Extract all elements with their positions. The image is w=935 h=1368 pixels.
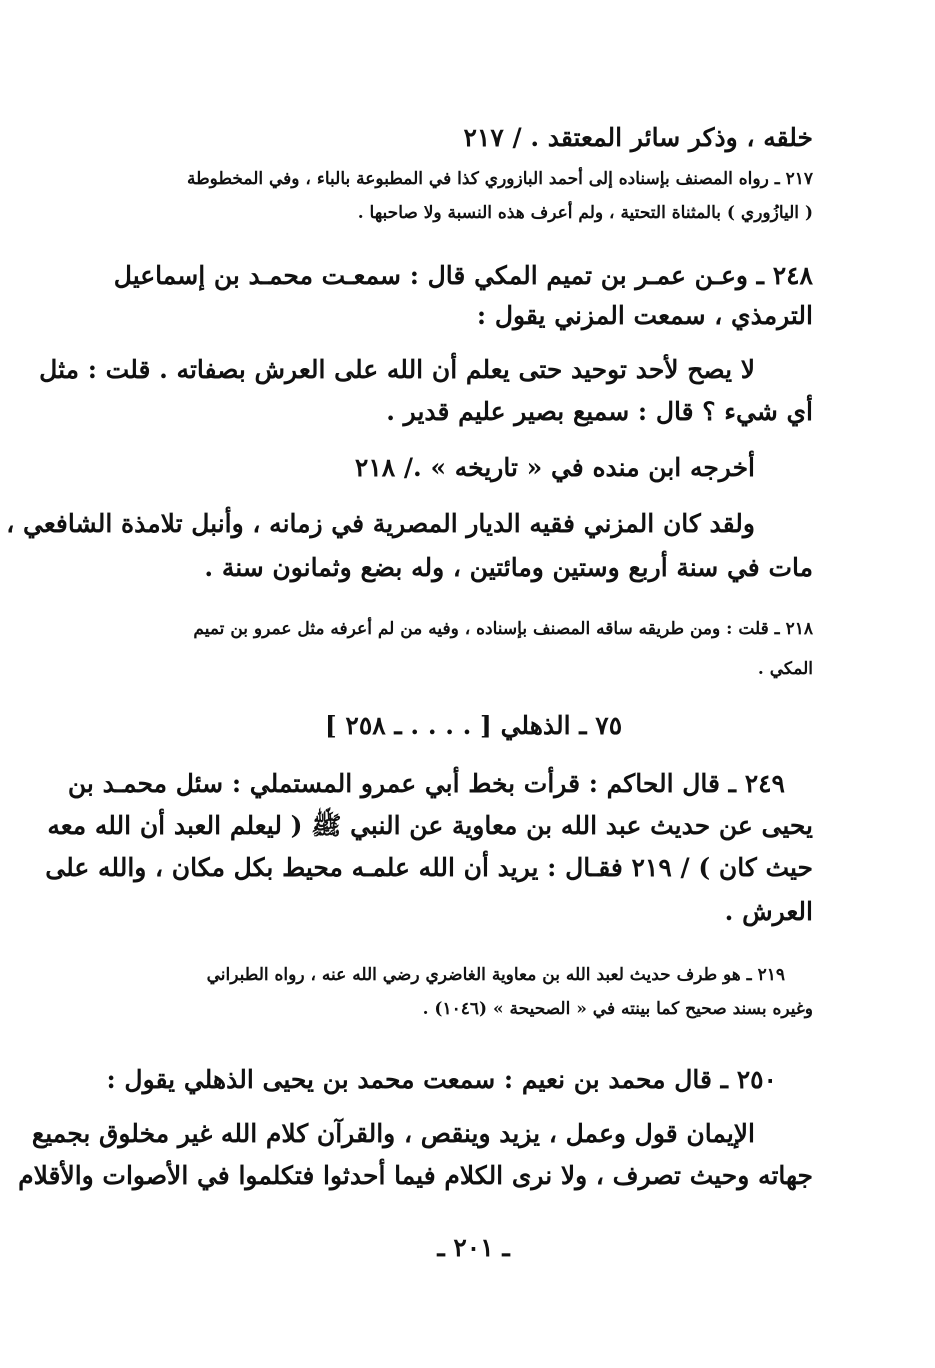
entry-250: ٢٥٠ ـ قال محمد بن نعيم : سمعت محمد بن يحيى الذهلي يقول : [106,1065,777,1094]
quote-250-line-1: الإيمان قول وعمل ، يزيد وينقص ، والقرآن كلام الله غير مخلوق بجميع [31,1119,755,1148]
quote-250-line-2: جهاته وحيث تصرف ، ولا نرى الكلام فيما أحدثوا فتكلموا في الأصوات والأقلام [18,1161,813,1190]
footnote-219-line-1: ٢١٩ ـ هو طرف حديث لعبد الله بن معاوية الغاضري رضي الله عنه ، رواه الطبراني [206,965,785,985]
page-number: ـ ٢٠١ ـ [437,1233,510,1262]
source-248: أخرجه ابن منده في « تاريخه » ./ ٢١٨ [354,453,755,482]
footnote-219-line-2: وغيره بسند صحيح كما بينته في « الصحيحة » (١٠٤٦) . [422,999,813,1019]
entry-249-line-3: حيث كان ) / ٢١٩ فقـال : يريد أن الله علمـه محيط بكل مكان ، والله على [45,853,813,882]
entry-248-line-2: الترمذي ، سمعت المزني يقول : [476,301,813,330]
footnote-217-line-2: ( اليازُوري ) بالمثناة التحتية ، ولم أعرف هذه النسبة ولا صاحبها . [357,203,813,223]
bio-paragraph-line-1: ولقد كان المزني فقيه الديار المصرية في زمانه ، وأنبل تلامذة الشافعي ، [6,509,755,538]
quote-248-line-2: أي شيء ؟ قال : سميع بصير عليم قدير . [386,397,813,426]
entry-249-line-4: العرش . [724,897,813,926]
entry-249-line-1: ٢٤٩ ـ قال الحاكم : قرأت بخط أبي عمرو المستملي : سئل محمـد بن [67,769,785,798]
footnote-218-line-2: المكي . [757,659,813,679]
bio-paragraph-line-2: مات في سنة أربع وستين ومائتين ، وله بضع وثمانون سنة . [204,553,813,582]
entry-249-line-2: يحيى عن حديث عبد الله بن معاوية عن النبي ﷺ ( ليعلم العبد أن الله معه [47,811,813,840]
footnote-217-line-1: ٢١٧ ـ رواه المصنف بإسناده إلى أحمد البازوري كذا في المطبوعة بالباء ، وفي المخطوطة [187,169,813,189]
footnote-218-line-1: ٢١٨ ـ قلت : ومن طريقه ساقه المصنف بإسناده ، وفيه من لم أعرفه مثل عمرو بن تميم [193,619,813,639]
quote-248-line-1: لا يصح لأحد توحيد حتى يعلم أن الله على العرش بصفاته . قلت : مثل [39,355,755,384]
section-heading: ٧٥ ـ الذهلي [ . . . . ـ ٢٥٨ ] [324,711,623,740]
header-line: خلقه ، وذكر سائر المعتقد . / ٢١٧ [463,123,813,152]
entry-248-line-1: ٢٤٨ ـ وعـن عمـر بن تميم المكي قال : سمعـت محمـد بن إسماعيل [113,261,813,290]
